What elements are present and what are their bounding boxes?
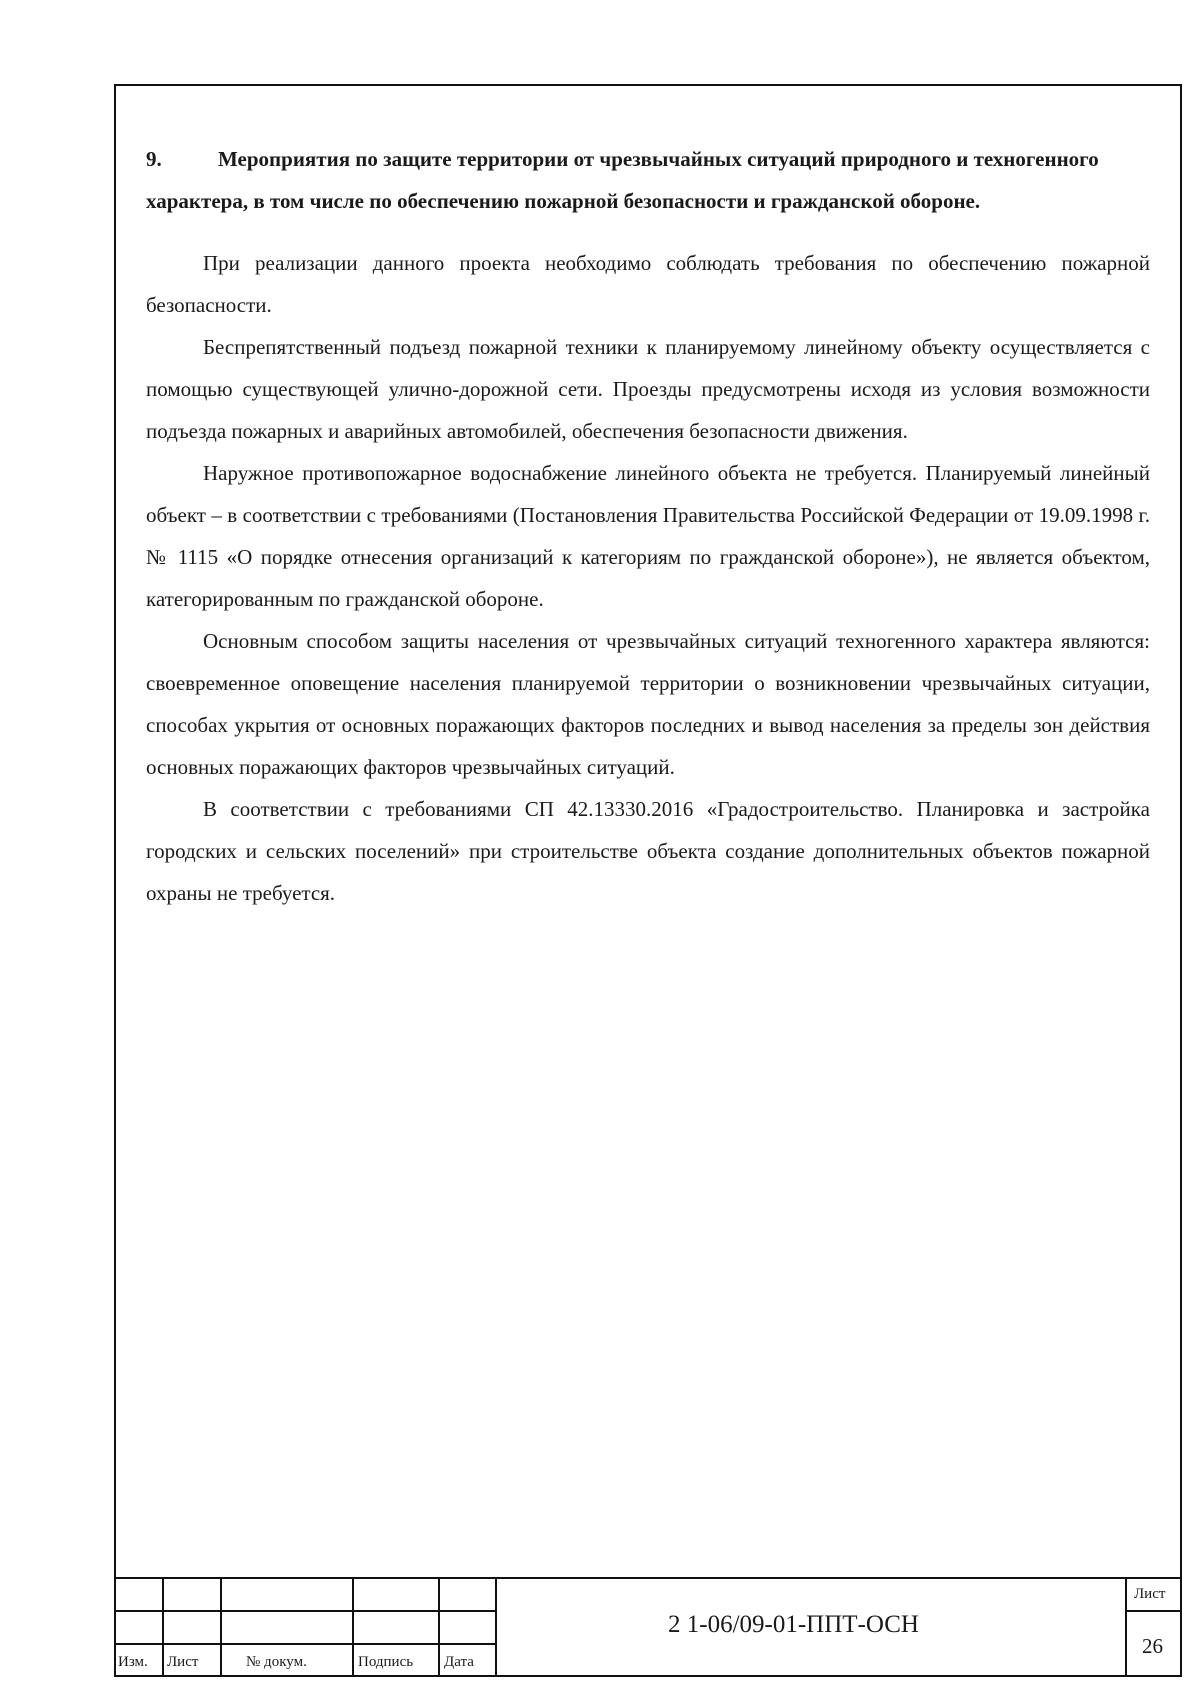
col-line-1 <box>162 1577 164 1677</box>
col-line-3 <box>352 1577 354 1677</box>
paragraph-population-protection: Основным способом защиты населения от чрезвычайных ситуаций техногенного характера являются: своевременное оповещение населения планируемой территории о возникновении чрезвычайных ситуации, способах укрытия от основных поражающих факторов последних и вывод населения за пределы зон действия основных поражающих факторов чрезвычайных ситуаций. <box>146 629 1150 779</box>
col-line-5 <box>495 1577 497 1677</box>
section-title: Мероприятия по защите территории от чрезвычайных ситуаций природного и техногенного характера, в том числе по обеспечению пожарной безопасности и гражданской обороне. <box>146 147 1099 213</box>
paragraph-water-supply: Наружное противопожарное водоснабжение линейного объекта не требуется. Планируемый линейный объект – в соответствии с требованиями (Постановления Правительства Российской Федерации от 19.09.1998 г. № 1115 «О порядке отнесения организаций к категориям по гражданской обороне»), не является объектом, категорированным по гражданской обороне. <box>146 461 1150 611</box>
paragraph-fire-safety: При реализации данного проекта необходимо соблюдать требования по обеспечению пожарной безопасности. <box>146 251 1150 317</box>
label-date: Дата <box>444 1654 474 1670</box>
label-doc-number: № докум. <box>246 1654 307 1670</box>
col-line-4 <box>438 1577 440 1677</box>
paragraph-fire-access: Беспрепятственный подъезд пожарной техники к планируемому линейному объекту осуществляется с помощью существующей улично-дорожной сети. Проезды предусмотрены исходя из условия возможности подъезда пожарных и аварийных автомобилей, обеспечения безопасности движения. <box>146 335 1150 443</box>
sheet-cell-line <box>1126 1610 1182 1612</box>
section-number: 9. <box>146 147 162 171</box>
label-signature: Подпись <box>358 1654 414 1670</box>
title-block <box>114 1577 1182 1677</box>
document-code: 2 1-06/09-01-ППТ-ОСН <box>668 1611 919 1638</box>
document-body <box>146 138 1150 914</box>
paragraph-fire-stations: В соответствии с требованиями СП 42.13330.2016 «Градостроительство. Планировка и застройка городских и сельских поселений» при строительстве объекта создание дополнительных объектов пожарной охраны не требуется. <box>146 797 1150 905</box>
sheet-number: 26 <box>1142 1634 1163 1658</box>
title-block-top-line <box>114 1577 1182 1579</box>
label-izm: Изм. <box>118 1654 148 1670</box>
col-line-2 <box>220 1577 222 1677</box>
section-heading <box>146 138 1150 222</box>
col-line-6 <box>1125 1577 1127 1677</box>
sheet-label: Лист <box>1134 1586 1166 1602</box>
label-list: Лист <box>167 1654 199 1670</box>
